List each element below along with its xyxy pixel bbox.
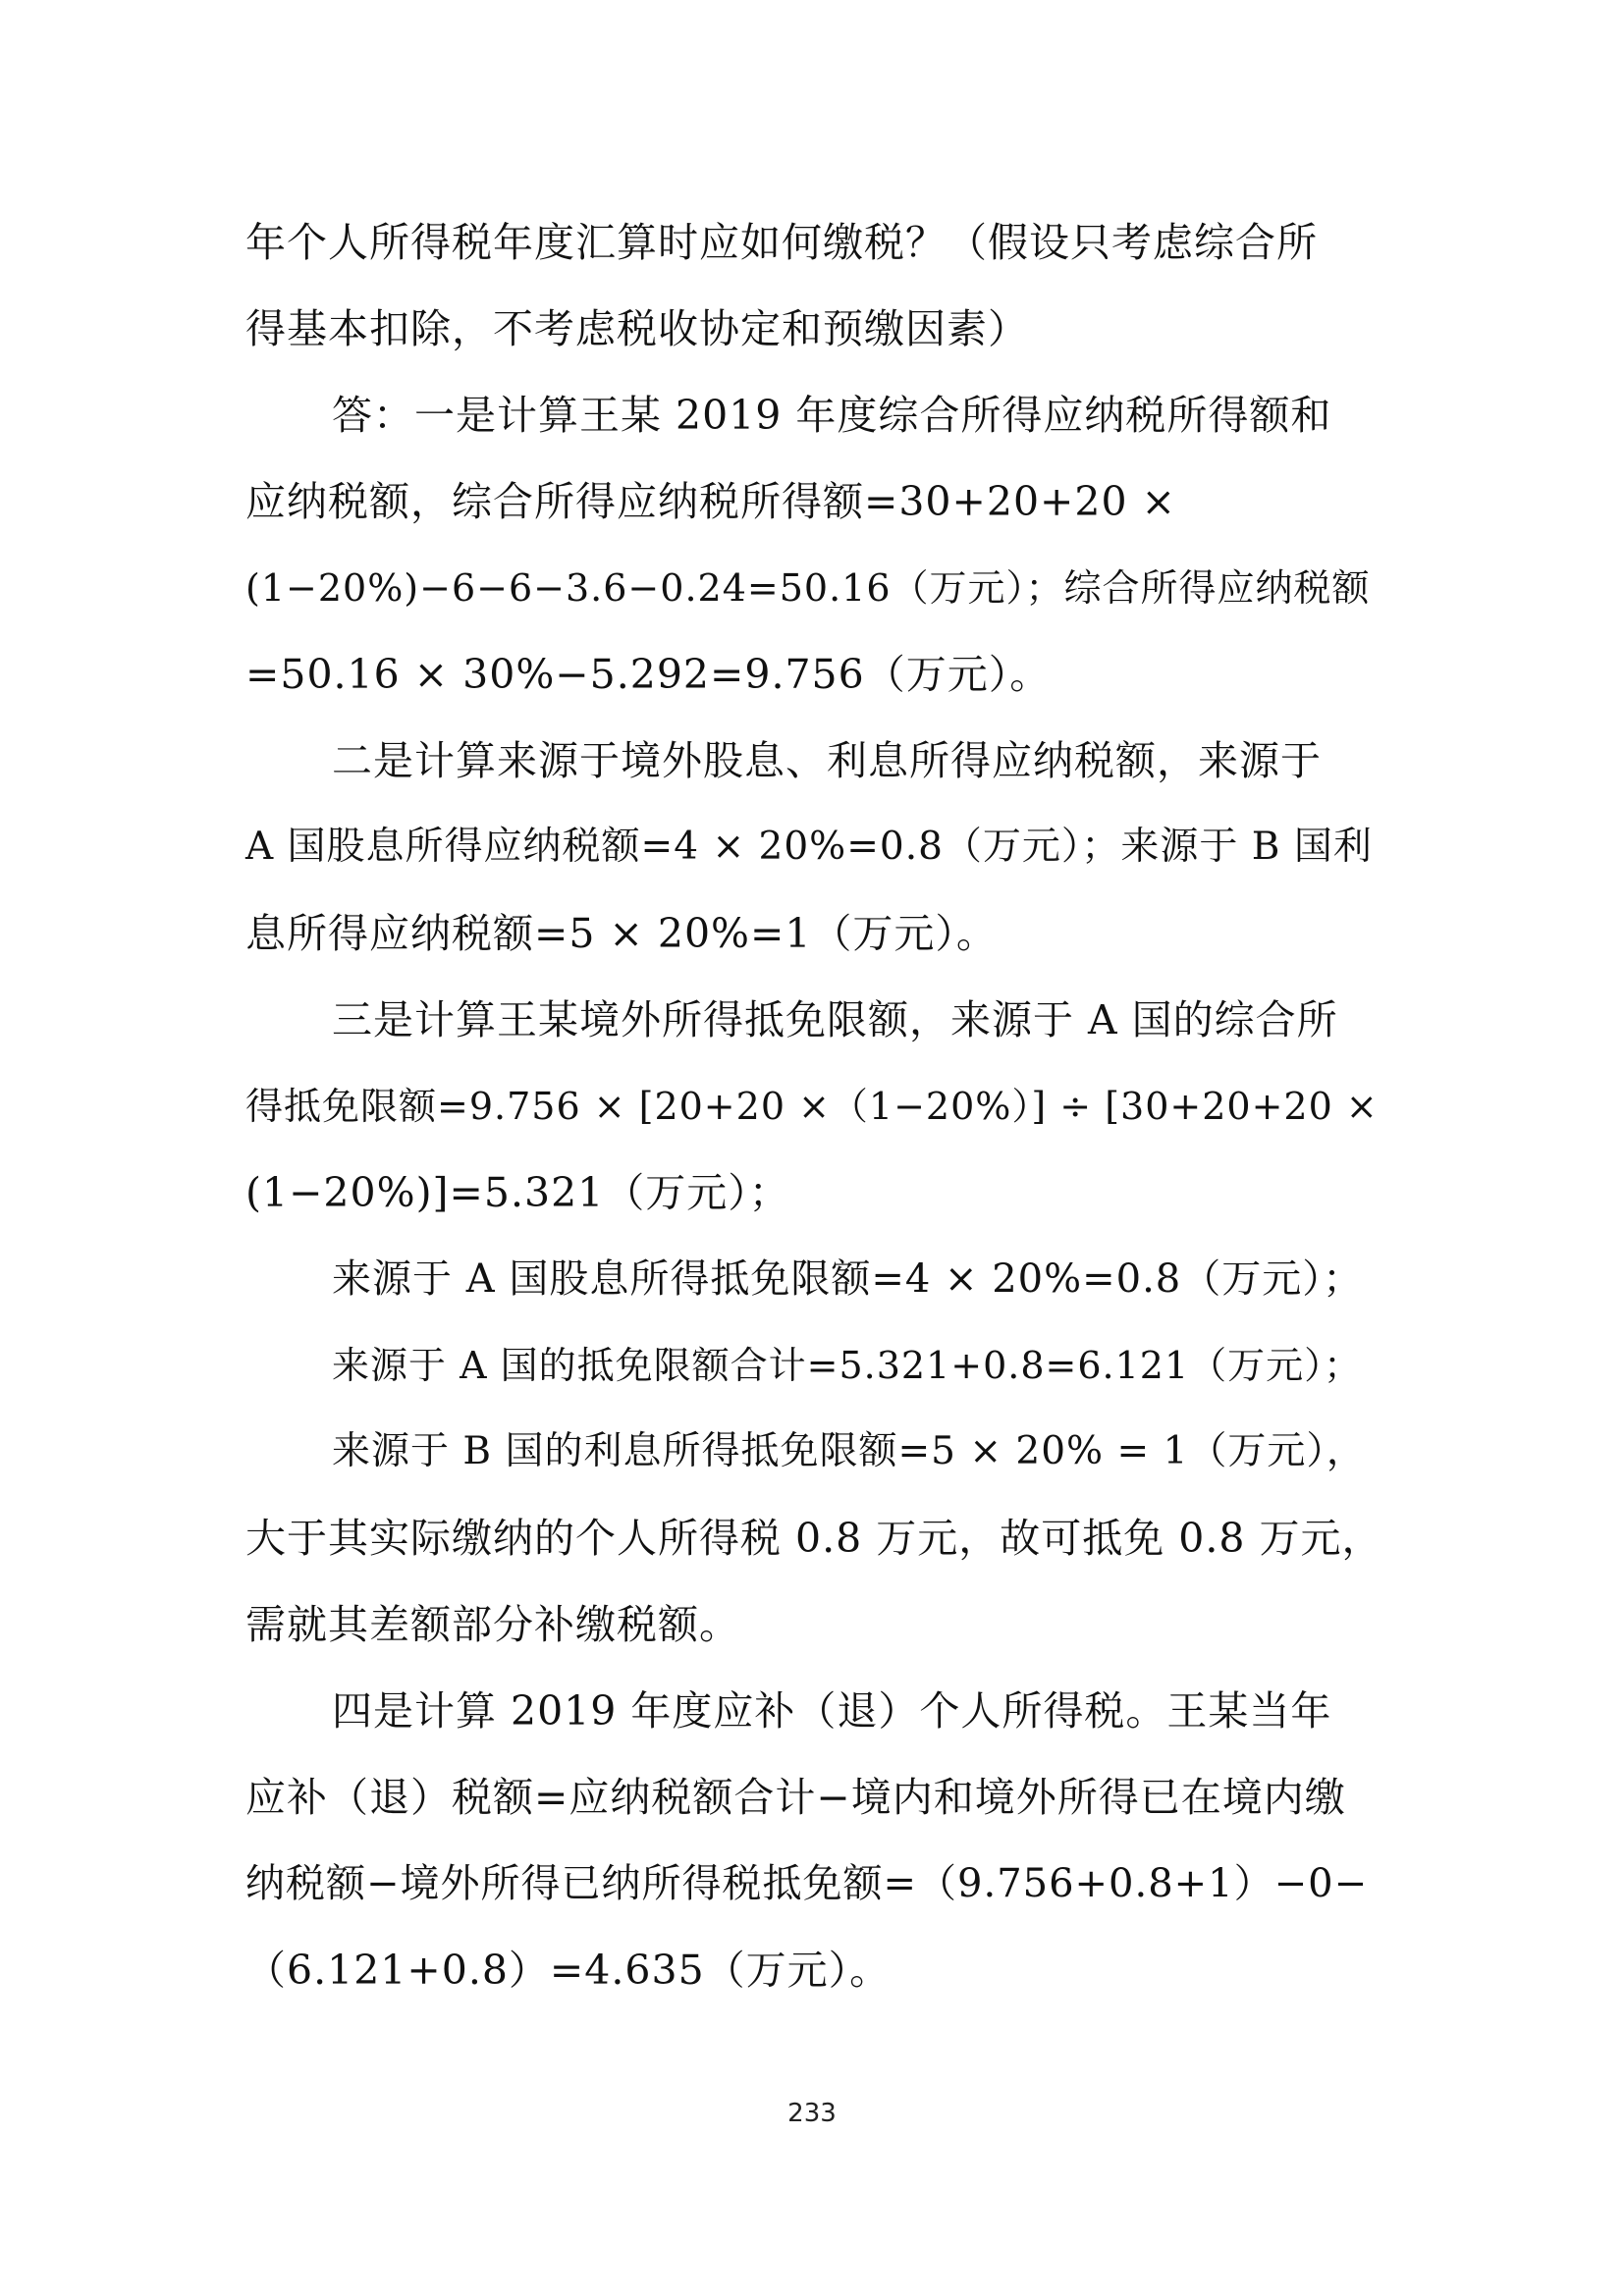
text-line: 年个人所得税年度汇算时应如何缴税？（假设只考虑综合所 [245, 219, 1318, 266]
text-line: 需就其差额部分补缴税额。 [245, 1601, 740, 1648]
paragraph-start: 四是计算 2019 年度应补（退）个人所得税。王某当年 [332, 1687, 1332, 1735]
text-line: (1−20%)]=5.321（万元）； [245, 1169, 790, 1216]
text-line: =50.16 × 30%−5.292=9.756（万元）。 [245, 651, 1052, 698]
text-line: （6.121+0.8）=4.635（万元）。 [245, 1947, 892, 1994]
text-line: 得抵免限额=9.756 × [20+20 ×（1−20%）] ÷ [30+20+20 × [245, 1085, 1379, 1128]
text-line: 纳税额−境外所得已纳所得税抵免额=（9.756+0.8+1）−0− [245, 1861, 1369, 1906]
paragraph-start: 二是计算来源于境外股息、利息所得应纳税额，来源于 [332, 737, 1322, 784]
text-line: 应纳税额，综合所得应纳税所得额=30+20+20 × [245, 478, 1176, 525]
page-number: 233 [787, 2099, 837, 2128]
paragraph-start: 来源于 B 国的利息所得抵免限额=5 × 20% = 1（万元）， [332, 1429, 1366, 1473]
text-line: (1−20%)−6−6−3.6−0.24=50.16（万元）；综合所得应纳税额 [245, 566, 1371, 610]
text-line: 息所得应纳税额=5 × 20%=1（万元）。 [245, 910, 998, 957]
text-line: A 国股息所得应纳税额=4 × 20%=0.8（万元）；来源于 B 国利 [245, 825, 1373, 869]
paragraph-start: 来源于 A 国的抵免限额合计=5.321+0.8=6.121（万元）； [332, 1344, 1363, 1387]
text-line: 大于其实际缴纳的个人所得税 0.8 万元，故可抵免 0.8 万元， [245, 1515, 1383, 1562]
paragraph-start: 来源于 A 国股息所得抵免限额=4 × 20%=0.8（万元）； [332, 1256, 1364, 1302]
paragraph-start: 答：一是计算王某 2019 年度综合所得应纳税所得额和 [332, 392, 1332, 439]
text-line: 应补（退）税额=应纳税额合计−境内和境外所得已在境内缴 [245, 1774, 1346, 1821]
text-line: 得基本扣除，不考虑税收协定和预缴因素） [245, 305, 1029, 352]
paragraph-start: 三是计算王某境外所得抵免限额，来源于 A 国的综合所 [332, 996, 1338, 1043]
